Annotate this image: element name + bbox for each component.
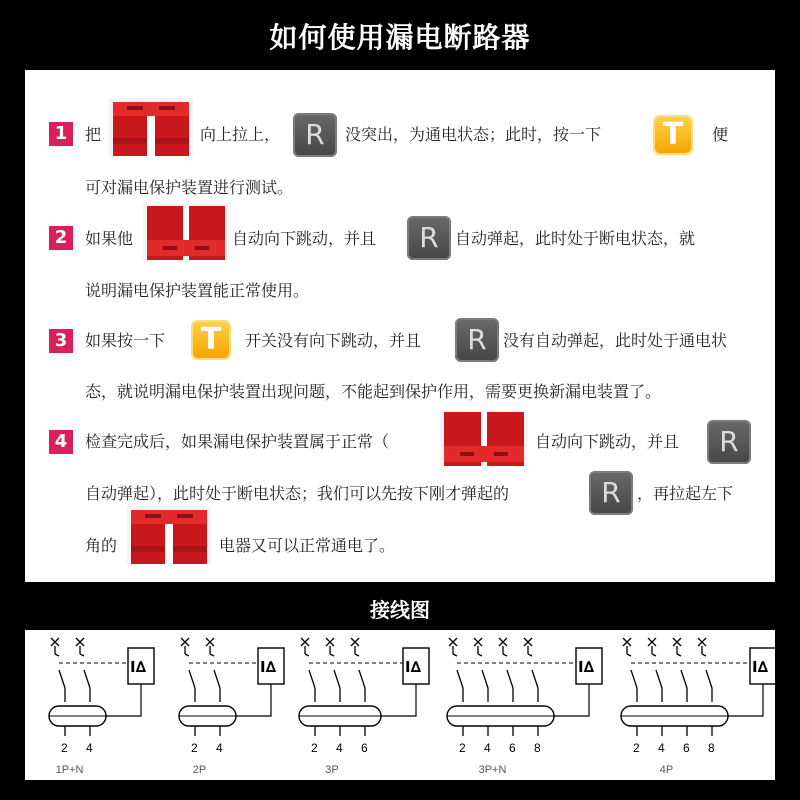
terminal-label: 8 bbox=[534, 741, 541, 755]
wiring-diagram-2P bbox=[179, 638, 284, 776]
step-1-text-b: 向上拉上， bbox=[200, 125, 281, 144]
step-4-text-line2-a: 自动弹起），此时处于断电状态；我们可以先按下刚才弹起的 bbox=[85, 484, 510, 503]
step-4-text-line3-a: 角的 bbox=[85, 536, 118, 555]
step-2-text-a: 如果他 bbox=[85, 229, 134, 248]
terminal-label: 4 bbox=[216, 741, 223, 755]
breaker-handle-up-icon bbox=[127, 506, 211, 564]
step-3-text-c: 没有自动弹起，此时处于通电状 bbox=[503, 331, 728, 350]
terminal-label: 2 bbox=[633, 741, 640, 755]
terminal-label: 2 bbox=[459, 741, 466, 755]
instructions-panel bbox=[25, 70, 775, 582]
step-2-text-line2: 说明漏电保护装置能正常使用。 bbox=[85, 281, 310, 300]
breaker-handle-down-icon bbox=[143, 204, 229, 260]
reset-button-icon: R bbox=[293, 113, 337, 157]
wiring-diagram-label: 1P+N bbox=[55, 764, 84, 776]
residual-symbol: I∆ bbox=[405, 658, 422, 676]
breaker-handle-up-icon bbox=[109, 98, 193, 156]
reset-button-icon: R bbox=[455, 318, 499, 362]
terminal-label: 4 bbox=[484, 741, 491, 755]
step-4-text-a: 检查完成后，如果漏电保护装置属于正常（ bbox=[85, 432, 390, 451]
step-4-text-b: 自动向下跳动，并且 bbox=[535, 432, 680, 451]
terminal-label: 4 bbox=[86, 741, 93, 755]
wiring-diagrams bbox=[25, 630, 775, 780]
terminal-label: 4 bbox=[658, 741, 665, 755]
terminal-label: 6 bbox=[361, 741, 368, 755]
reset-button-icon: R bbox=[407, 216, 451, 260]
step-1-text-d: 便 bbox=[712, 125, 729, 144]
wiring-diagram-title: 接线图 bbox=[370, 598, 430, 622]
terminal-label: 6 bbox=[683, 741, 690, 755]
residual-symbol: I∆ bbox=[130, 658, 147, 676]
step-number-2: 2 bbox=[49, 226, 73, 250]
wiring-diagram-label: 4P bbox=[659, 764, 674, 776]
reset-button-icon: R bbox=[589, 471, 633, 515]
terminal-label: 2 bbox=[191, 741, 198, 755]
step-3-text-a: 如果按一下 bbox=[85, 331, 166, 350]
step-3-text-line2: 态，就说明漏电保护装置出现问题，不能起到保护作用，需要更换新漏电装置了。 bbox=[85, 382, 662, 401]
wiring-diagram-label: 3P bbox=[325, 764, 339, 776]
step-number-4: 4 bbox=[49, 430, 73, 454]
terminal-label: 2 bbox=[311, 741, 318, 755]
step-4-text-line2-b: ，再拉起左下 bbox=[637, 484, 734, 503]
terminal-label: 6 bbox=[509, 741, 516, 755]
wiring-diagram-3P bbox=[299, 638, 429, 776]
terminal-label: 2 bbox=[61, 741, 68, 755]
step-4-text-line3-b: 电器又可以正常通电了。 bbox=[219, 536, 396, 555]
wiring-diagram-4P bbox=[621, 638, 775, 776]
wiring-diagram-3P+N bbox=[447, 638, 602, 776]
wiring-diagram-label: 3P+N bbox=[478, 764, 507, 776]
step-number-1: 1 bbox=[49, 122, 73, 146]
residual-symbol: I∆ bbox=[752, 658, 769, 676]
step-number-3: 3 bbox=[49, 329, 73, 353]
step-2-text-b: 自动向下跳动，并且 bbox=[232, 229, 377, 248]
test-button-icon: T bbox=[653, 115, 693, 155]
step-1-text-line2: 可对漏电保护装置进行测试。 bbox=[85, 178, 294, 197]
reset-button-icon: R bbox=[707, 420, 751, 464]
step-1-text-a: 把 bbox=[85, 125, 102, 144]
step-1-text-c: 没突出，为通电状态；此时，按一下 bbox=[345, 125, 602, 144]
wiring-diagram-panel bbox=[25, 630, 775, 780]
test-button-icon: T bbox=[191, 320, 231, 360]
step-3-text-b: 开关没有向下跳动，并且 bbox=[245, 331, 422, 350]
terminal-label: 4 bbox=[336, 741, 343, 755]
terminal-label: 8 bbox=[708, 741, 715, 755]
step-2-text-c: 自动弹起，此时处于断电状态，就 bbox=[455, 229, 696, 248]
wiring-diagram-1P+N bbox=[49, 638, 154, 776]
residual-symbol: I∆ bbox=[260, 658, 277, 676]
residual-symbol: I∆ bbox=[578, 658, 595, 676]
wiring-diagram-label: 2P bbox=[192, 764, 207, 776]
breaker-handle-down-icon bbox=[440, 410, 528, 466]
page-title: 如何使用漏电断路器 bbox=[269, 21, 531, 54]
